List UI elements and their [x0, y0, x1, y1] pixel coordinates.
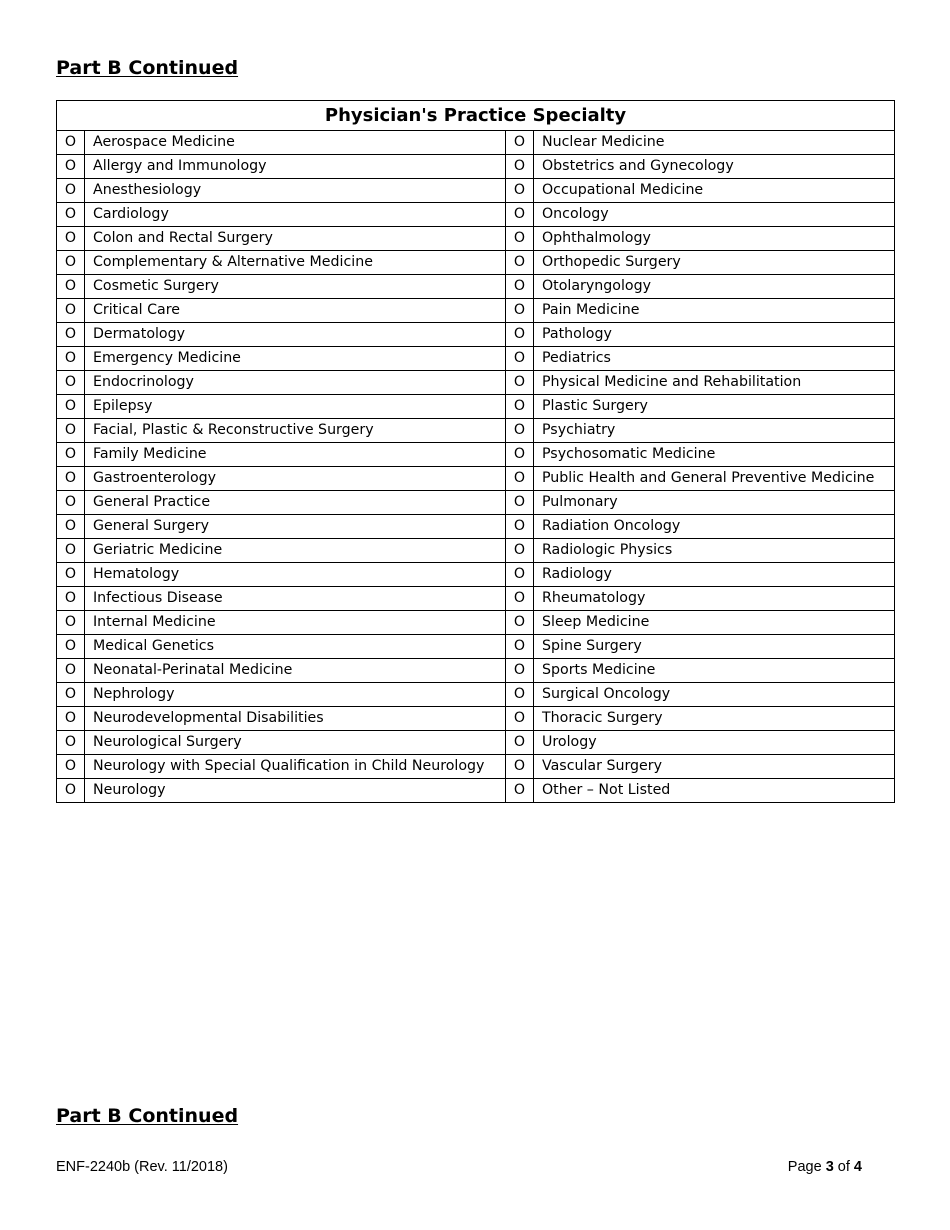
table-row: [57, 731, 895, 755]
table-row: [57, 443, 895, 467]
specialty-label-left: Dermatology: [85, 323, 506, 347]
table-row: [57, 755, 895, 779]
radio-option-right[interactable]: O: [506, 131, 534, 155]
table-row: [57, 371, 895, 395]
specialty-label-left: Medical Genetics: [85, 635, 506, 659]
table-row: [57, 707, 895, 731]
radio-option-right[interactable]: O: [506, 683, 534, 707]
radio-option-right[interactable]: O: [506, 419, 534, 443]
specialty-label-left: Nephrology: [85, 683, 506, 707]
radio-option-left[interactable]: O: [57, 755, 85, 779]
specialty-label-right: Thoracic Surgery: [534, 707, 895, 731]
specialty-label-right: Pathology: [534, 323, 895, 347]
radio-option-right[interactable]: O: [506, 323, 534, 347]
specialty-label-right: Spine Surgery: [534, 635, 895, 659]
radio-option-right[interactable]: O: [506, 563, 534, 587]
specialty-label-left: Cardiology: [85, 203, 506, 227]
radio-option-left[interactable]: O: [57, 491, 85, 515]
radio-option-left[interactable]: O: [57, 155, 85, 179]
specialty-label-left: General Practice: [85, 491, 506, 515]
radio-option-right[interactable]: O: [506, 347, 534, 371]
radio-option-left[interactable]: O: [57, 515, 85, 539]
specialty-label-left: Geriatric Medicine: [85, 539, 506, 563]
radio-option-right[interactable]: O: [506, 635, 534, 659]
specialty-label-right: Urology: [534, 731, 895, 755]
specialty-label-right: Radiologic Physics: [534, 539, 895, 563]
radio-option-left[interactable]: O: [57, 347, 85, 371]
page-of: of: [833, 1159, 854, 1175]
specialty-label-left: Internal Medicine: [85, 611, 506, 635]
table-row: [57, 635, 895, 659]
specialty-label-left: Critical Care: [85, 299, 506, 323]
specialty-label-left: Neurology with Special Qualification in Child Neurology: [85, 755, 506, 779]
specialty-label-right: Vascular Surgery: [534, 755, 895, 779]
specialty-label-left: Facial, Plastic & Reconstructive Surgery: [85, 419, 506, 443]
radio-option-right[interactable]: O: [506, 371, 534, 395]
radio-option-left[interactable]: O: [57, 587, 85, 611]
specialty-label-right: Physical Medicine and Rehabilitation: [534, 371, 895, 395]
specialty-label-right: Pediatrics: [534, 347, 895, 371]
radio-option-left[interactable]: O: [57, 563, 85, 587]
radio-option-left[interactable]: O: [57, 467, 85, 491]
radio-option-right[interactable]: O: [506, 251, 534, 275]
page-prefix: Page: [787, 1159, 826, 1175]
radio-option-left[interactable]: O: [57, 707, 85, 731]
table-row: [57, 131, 895, 155]
radio-option-left[interactable]: O: [57, 779, 85, 803]
section-heading-bottom: Part B Continued: [56, 1105, 239, 1127]
table-row: [57, 491, 895, 515]
specialty-label-left: Cosmetic Surgery: [85, 275, 506, 299]
specialty-label-left: Anesthesiology: [85, 179, 506, 203]
radio-option-right[interactable]: O: [506, 611, 534, 635]
specialty-label-right: Plastic Surgery: [534, 395, 895, 419]
table-row: [57, 467, 895, 491]
specialty-label-right: Otolaryngology: [534, 275, 895, 299]
radio-option-right[interactable]: O: [506, 539, 534, 563]
table-row: [57, 515, 895, 539]
radio-option-left[interactable]: O: [57, 659, 85, 683]
radio-option-left[interactable]: O: [57, 395, 85, 419]
specialty-label-right: Surgical Oncology: [534, 683, 895, 707]
specialty-label-right: Radiation Oncology: [534, 515, 895, 539]
radio-option-right[interactable]: O: [506, 707, 534, 731]
specialty-label-right: Occupational Medicine: [534, 179, 895, 203]
radio-option-right[interactable]: O: [506, 179, 534, 203]
table-row: [57, 419, 895, 443]
radio-option-left[interactable]: O: [57, 443, 85, 467]
table-title: Physician's Practice Specialty: [57, 101, 895, 131]
radio-option-right[interactable]: O: [506, 299, 534, 323]
table-row: [57, 347, 895, 371]
radio-option-right[interactable]: O: [506, 467, 534, 491]
specialty-label-right: Public Health and General Preventive Medicine: [534, 467, 895, 491]
radio-option-left[interactable]: O: [57, 131, 85, 155]
specialty-label-right: Radiology: [534, 563, 895, 587]
table-row: [57, 323, 895, 347]
specialty-label-right: Other – Not Listed: [534, 779, 895, 803]
page-current: 3: [825, 1159, 834, 1175]
table-row: [57, 779, 895, 803]
radio-option-right[interactable]: O: [506, 515, 534, 539]
radio-option-left[interactable]: O: [57, 419, 85, 443]
radio-option-left[interactable]: O: [57, 227, 85, 251]
specialty-label-right: Orthopedic Surgery: [534, 251, 895, 275]
radio-option-left[interactable]: O: [57, 323, 85, 347]
radio-option-left[interactable]: O: [57, 731, 85, 755]
radio-option-left[interactable]: O: [57, 611, 85, 635]
radio-option-right[interactable]: O: [506, 755, 534, 779]
specialty-label-left: Neurodevelopmental Disabilities: [85, 707, 506, 731]
radio-option-left[interactable]: O: [57, 683, 85, 707]
radio-option-right[interactable]: O: [506, 155, 534, 179]
radio-option-right[interactable]: O: [506, 659, 534, 683]
table-row: [57, 587, 895, 611]
specialty-label-right: Oncology: [534, 203, 895, 227]
radio-option-right[interactable]: O: [506, 587, 534, 611]
table-row: [57, 227, 895, 251]
specialty-label-left: Allergy and Immunology: [85, 155, 506, 179]
radio-option-left[interactable]: O: [57, 275, 85, 299]
form-id: ENF-2240b (Rev. 11/2018): [56, 1159, 228, 1175]
specialty-label-left: Emergency Medicine: [85, 347, 506, 371]
specialty-label-left: Hematology: [85, 563, 506, 587]
specialty-label-right: Obstetrics and Gynecology: [534, 155, 895, 179]
radio-option-left[interactable]: O: [57, 371, 85, 395]
radio-option-left[interactable]: O: [57, 203, 85, 227]
specialty-label-right: Psychosomatic Medicine: [534, 443, 895, 467]
radio-option-right[interactable]: O: [506, 395, 534, 419]
table-row: [57, 275, 895, 299]
section-heading-top: Part B Continued: [56, 57, 239, 79]
table-row: [57, 539, 895, 563]
specialty-table: [56, 100, 895, 803]
radio-option-left[interactable]: O: [57, 539, 85, 563]
specialty-label-right: Sleep Medicine: [534, 611, 895, 635]
specialty-label-left: Colon and Rectal Surgery: [85, 227, 506, 251]
radio-option-right[interactable]: O: [506, 443, 534, 467]
specialty-label-right: Pain Medicine: [534, 299, 895, 323]
radio-option-right[interactable]: O: [506, 227, 534, 251]
specialty-label-left: Neurology: [85, 779, 506, 803]
specialty-label-left: Complementary & Alternative Medicine: [85, 251, 506, 275]
specialty-label-left: Aerospace Medicine: [85, 131, 506, 155]
table-row: [57, 563, 895, 587]
radio-option-left[interactable]: O: [57, 635, 85, 659]
table-row: [57, 299, 895, 323]
specialty-label-left: Neurological Surgery: [85, 731, 506, 755]
radio-option-left[interactable]: O: [57, 251, 85, 275]
specialty-label-left: Family Medicine: [85, 443, 506, 467]
page-total: 4: [853, 1159, 862, 1175]
specialty-label-left: Neonatal-Perinatal Medicine: [85, 659, 506, 683]
page-number: [788, 1159, 862, 1175]
table-row: [57, 683, 895, 707]
specialty-label-left: General Surgery: [85, 515, 506, 539]
specialty-label-right: Ophthalmology: [534, 227, 895, 251]
table-row: [57, 179, 895, 203]
specialty-label-left: Endocrinology: [85, 371, 506, 395]
table-row: [57, 611, 895, 635]
radio-option-left[interactable]: O: [57, 179, 85, 203]
specialty-label-left: Epilepsy: [85, 395, 506, 419]
table-row: [57, 203, 895, 227]
specialty-label-right: Pulmonary: [534, 491, 895, 515]
specialty-label-right: Rheumatology: [534, 587, 895, 611]
radio-option-right[interactable]: O: [506, 491, 534, 515]
radio-option-right[interactable]: O: [506, 203, 534, 227]
specialty-label-right: Psychiatry: [534, 419, 895, 443]
table-row: [57, 659, 895, 683]
table-row: [57, 395, 895, 419]
specialty-label-right: Sports Medicine: [534, 659, 895, 683]
table-row: [57, 251, 895, 275]
radio-option-right[interactable]: O: [506, 779, 534, 803]
specialty-label-right: Nuclear Medicine: [534, 131, 895, 155]
specialty-label-left: Gastroenterology: [85, 467, 506, 491]
radio-option-left[interactable]: O: [57, 299, 85, 323]
radio-option-right[interactable]: O: [506, 731, 534, 755]
table-row: [57, 155, 895, 179]
radio-option-right[interactable]: O: [506, 275, 534, 299]
specialty-label-left: Infectious Disease: [85, 587, 506, 611]
